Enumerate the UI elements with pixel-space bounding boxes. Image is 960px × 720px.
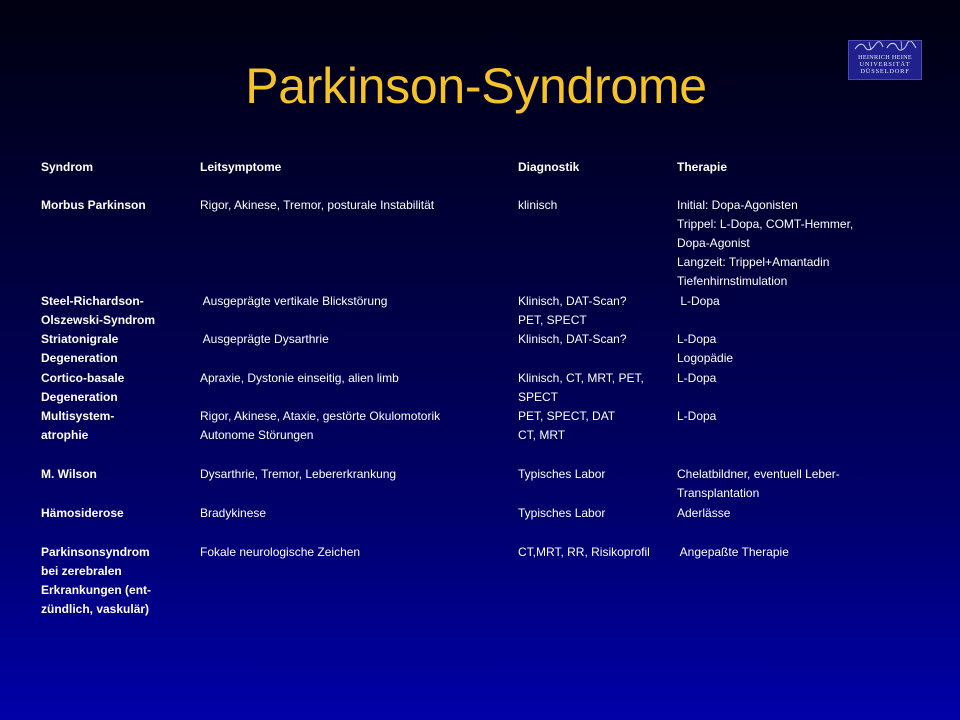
cell-therapie: L-Dopa Logopädie [677,332,734,365]
cell-syndrom: Parkinsonsyndrom bei zerebralen Erkrankungen (ent- zündlich, vaskulär) [41,545,152,616]
cell-leitsymptome: Apraxie, Dystonie einseitig, alien limb [200,371,399,385]
cell-therapie: L-Dopa [677,409,717,423]
cell-diagnostik: CT,MRT, RR, Risikoprofil [518,545,650,559]
logo-line-2: UNIVERSITÄT [859,61,911,68]
cell-diagnostik: klinisch [518,198,558,212]
cell-therapie: Chelatbildner, eventuell Leber- Transplantation [677,467,840,500]
cell-diagnostik: Typisches Labor [518,506,606,520]
cell-syndrom: Morbus Parkinson [41,198,146,212]
cell-therapie: Aderlässe [677,506,731,520]
cell-therapie: Initial: Dopa-Agonisten Trippel: L-Dopa, COMT-Hemmer, Dopa-Agonist Langzeit: Trippel+Amantadin Tiefenhirnstimulation [677,198,854,288]
cell-syndrom: Hämosiderose [41,506,124,520]
cell-leitsymptome: Ausgeprägte Dysarthrie [200,332,329,346]
header-diagnostik: Diagnostik [518,160,580,174]
cell-diagnostik: Klinisch, DAT-Scan? [518,332,627,346]
cell-therapie: L-Dopa [677,371,717,385]
cell-diagnostik: Typisches Labor [518,467,606,481]
cell-leitsymptome: Ausgeprägte vertikale Blickstörung [200,294,388,308]
cell-syndrom: Striatonigrale Degeneration [41,332,119,365]
cell-syndrom: Steel-Richardson- Olszewski-Syndrom [41,294,156,327]
cell-syndrom: Multisystem- atrophie [41,409,115,442]
cell-leitsymptome: Bradykinese [200,506,267,520]
cell-therapie: Angepaßte Therapie [677,545,789,559]
cell-leitsymptome: Rigor, Akinese, Ataxie, gestörte Okulomotorik Autonome Störungen [200,409,441,442]
header-leitsymptome: Leitsymptome [200,160,282,174]
cell-therapie: L-Dopa [677,294,720,308]
cell-diagnostik: PET, SPECT, DAT CT, MRT [518,409,616,442]
cell-syndrom: Cortico-basale Degeneration [41,371,125,404]
cell-syndrom: M. Wilson [41,467,97,481]
cell-diagnostik: Klinisch, DAT-Scan? PET, SPECT [518,294,627,327]
logo-line-3: DÜSSELDORF [860,68,910,75]
cell-leitsymptome: Rigor, Akinese, Tremor, posturale Instabilität [200,198,435,212]
cell-diagnostik: Klinisch, CT, MRT, PET, SPECT [518,371,644,404]
header-syndrom: Syndrom [41,160,94,174]
cell-leitsymptome: Fokale neurologische Zeichen [200,545,361,559]
header-therapie: Therapie [677,160,728,174]
cell-leitsymptome: Dysarthrie, Tremor, Lebererkrankung [200,467,397,481]
slide-title: Parkinson-Syndrome [245,58,707,114]
logo-line-1: HEINRICH HEINE [858,54,912,61]
